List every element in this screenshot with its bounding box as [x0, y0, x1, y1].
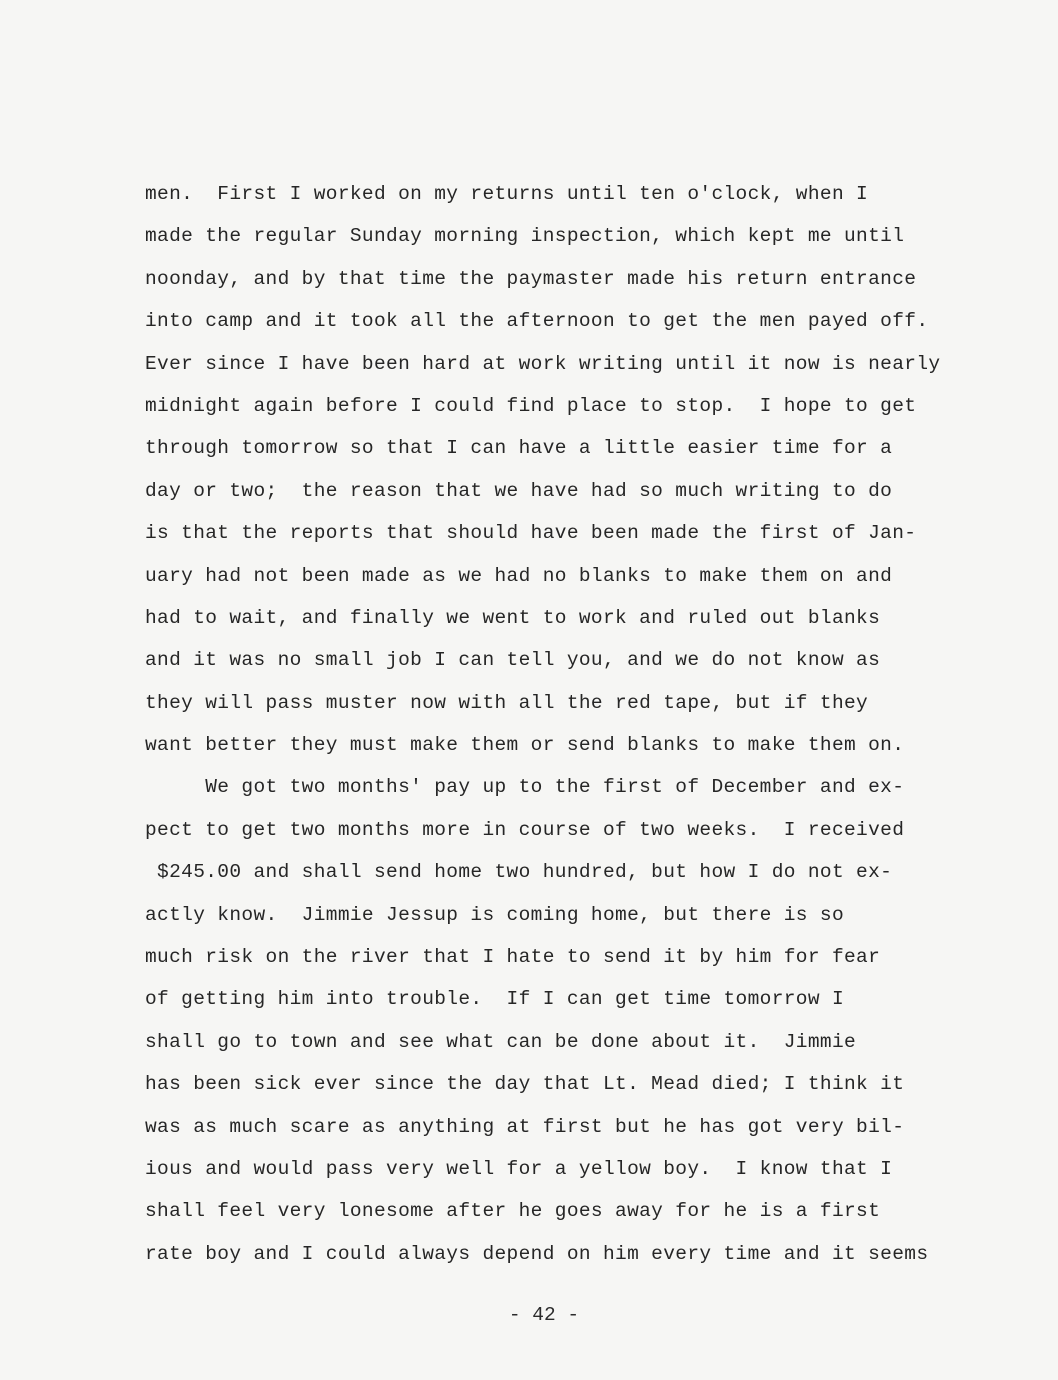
text-line: of getting him into trouble. If I can get time tomorrow I [145, 988, 845, 1011]
text-line: through tomorrow so that I can have a little easier time for a [145, 437, 893, 460]
text-line: midnight again before I could find place to stop. I hope to get [145, 394, 917, 417]
text-line: We got two months' pay up to the first of December and ex- [145, 776, 905, 799]
text-line: day or two; the reason that we have had so much writing to do [145, 479, 893, 502]
text-line: men. First I worked on my returns until ten o'clock, when I [145, 183, 869, 205]
text-line: actly know. Jimmie Jessup is coming home, but there is so [145, 903, 845, 926]
text-line: rate boy and I could always depend on him every time and it seems [145, 1242, 929, 1265]
text-line: made the regular Sunday morning inspection, which kept me until [145, 225, 905, 248]
text-line: into camp and it took all the afternoon to get the men payed off. [145, 310, 929, 333]
text-line: and it was no small job I can tell you, and we do not know as [145, 649, 881, 672]
text-line: uary had not been made as we had no blanks to make them on and [145, 564, 893, 587]
text-line: they will pass muster now with all the red tape, but if they [145, 691, 869, 714]
body-text [145, 173, 1025, 1275]
text-line: Ever since I have been hard at work writing until it now is nearly [145, 352, 941, 375]
text-line: had to wait, and finally we went to work and ruled out blanks [145, 606, 881, 629]
text-line: pect to get two months more in course of two weeks. I received [145, 818, 905, 841]
text-line: noonday, and by that time the paymaster made his return entrance [145, 267, 917, 290]
text-line: shall go to town and see what can be done about it. Jimmie [145, 1030, 857, 1053]
text-line: ious and would pass very well for a yellow boy. I know that I [145, 1157, 893, 1180]
text-line: much risk on the river that I hate to send it by him for fear [145, 946, 881, 969]
text-line: is that the reports that should have been made the first of Jan- [145, 522, 917, 545]
text-line: $245.00 and shall send home two hundred, but how I do not ex- [145, 861, 893, 884]
text-line: has been sick ever since the day that Lt. Mead died; I think it [145, 1073, 905, 1096]
text-line: shall feel very lonesome after he goes away for he is a first [145, 1200, 881, 1223]
text-line: was as much scare as anything at first but he has got very bil- [145, 1115, 905, 1138]
page-number: - 42 - [508, 1304, 580, 1326]
text-line: want better they must make them or send blanks to make them on. [145, 734, 905, 757]
